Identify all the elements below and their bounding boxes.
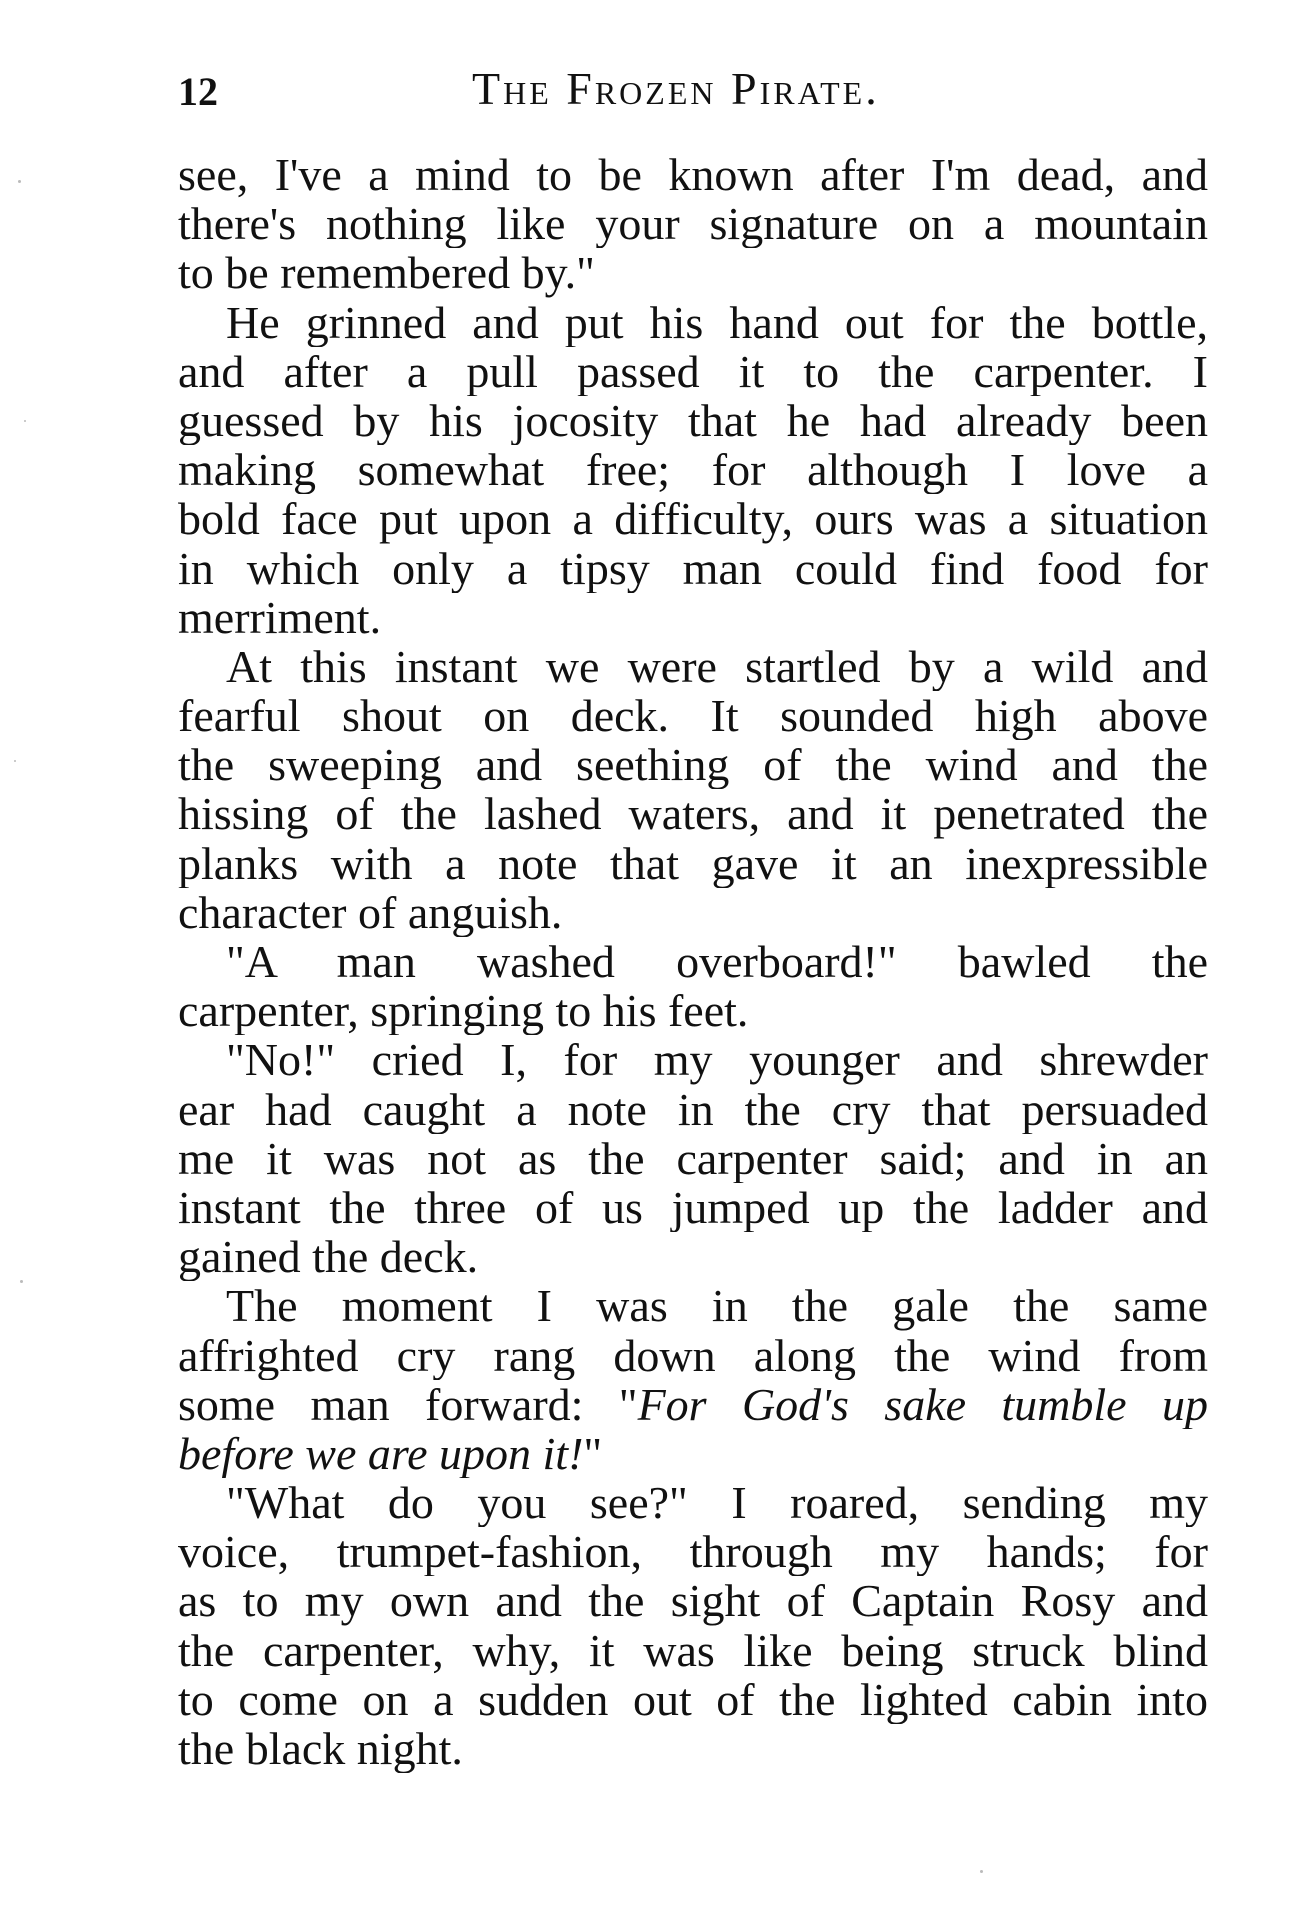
text-line: to be remembered by.": [178, 248, 595, 298]
text-line: merriment.: [178, 592, 382, 642]
text-line: to come on a sudden out of the lighted cabin into: [178, 1674, 1208, 1724]
page-header: [172, 62, 1212, 122]
text-line: making somewhat free; for although I love a: [178, 445, 1208, 495]
paragraph-start-line: "No!" cried I, for my younger and shrewder: [226, 1035, 1208, 1085]
italic-segment: For God's sake tumble up: [637, 1379, 1208, 1429]
body-text: [178, 150, 1208, 1773]
scan-speck: [18, 180, 21, 183]
text-line: the sweeping and seething of the wind and the: [178, 740, 1208, 790]
page-number: 12: [178, 69, 218, 114]
text-line: the black night.: [178, 1724, 463, 1774]
paragraph-start-line: At this instant we were startled by a wild and: [226, 641, 1208, 692]
text-line: fearful shout on deck. It sounded high above: [178, 691, 1208, 741]
text-line: there's nothing like your signature on a mountain: [178, 199, 1208, 249]
text-line: carpenter, springing to his feet.: [178, 986, 749, 1036]
paragraph-start-line: "What do you see?" I roared, sending my: [226, 1478, 1208, 1528]
scan-speck: [20, 1280, 23, 1283]
scan-speck: [980, 1870, 983, 1873]
paragraph-start-line: He grinned and put his hand out for the bottle,: [226, 297, 1208, 347]
text-line: guessed by his jocosity that he had already been: [178, 395, 1208, 446]
plain-segment: ": [583, 1428, 603, 1479]
text-line: as to my own and the sight of Captain Rosy and: [178, 1576, 1208, 1626]
text-line: affrighted cry rang down along the wind from: [178, 1330, 1208, 1380]
scan-speck: [14, 760, 16, 762]
plain-segment: some man forward: ": [178, 1379, 638, 1429]
running-title: The Frozen Pirate.: [472, 63, 880, 114]
text-line: gained the deck.: [178, 1232, 479, 1282]
text-line: instant the three of us jumped up the ladder and: [178, 1182, 1208, 1233]
scan-speck: [24, 420, 26, 422]
text-line: planks with a note that gave it an inexpressible: [178, 838, 1208, 888]
paragraph-start-line: "A man washed overboard!" bawled the: [226, 937, 1208, 987]
text-line: hissing of the lashed waters, and it penetrated the: [178, 789, 1208, 839]
text-line-mixed-italic: [178, 1380, 1208, 1429]
text-line-italic: [178, 1429, 1208, 1478]
text-line: bold face put upon a difficulty, ours was a situation: [178, 494, 1208, 544]
text-line: voice, trumpet-fashion, through my hands; for: [178, 1527, 1208, 1577]
text-line: in which only a tipsy man could find food for: [178, 543, 1208, 593]
text-line: character of anguish.: [178, 887, 563, 937]
text-line: me it was not as the carpenter said; and in an: [178, 1133, 1208, 1183]
text-line: see, I've a mind to be known after I'm dead, and: [178, 150, 1208, 200]
text-line: and after a pull passed it to the carpenter. I: [178, 346, 1208, 396]
italic-segment: before we are upon it!: [178, 1428, 584, 1479]
text-line: ear had caught a note in the cry that persuaded: [178, 1084, 1208, 1134]
paragraph-start-line: The moment I was in the gale the same: [226, 1281, 1208, 1331]
text-line: the carpenter, why, it was like being struck blind: [178, 1625, 1208, 1675]
